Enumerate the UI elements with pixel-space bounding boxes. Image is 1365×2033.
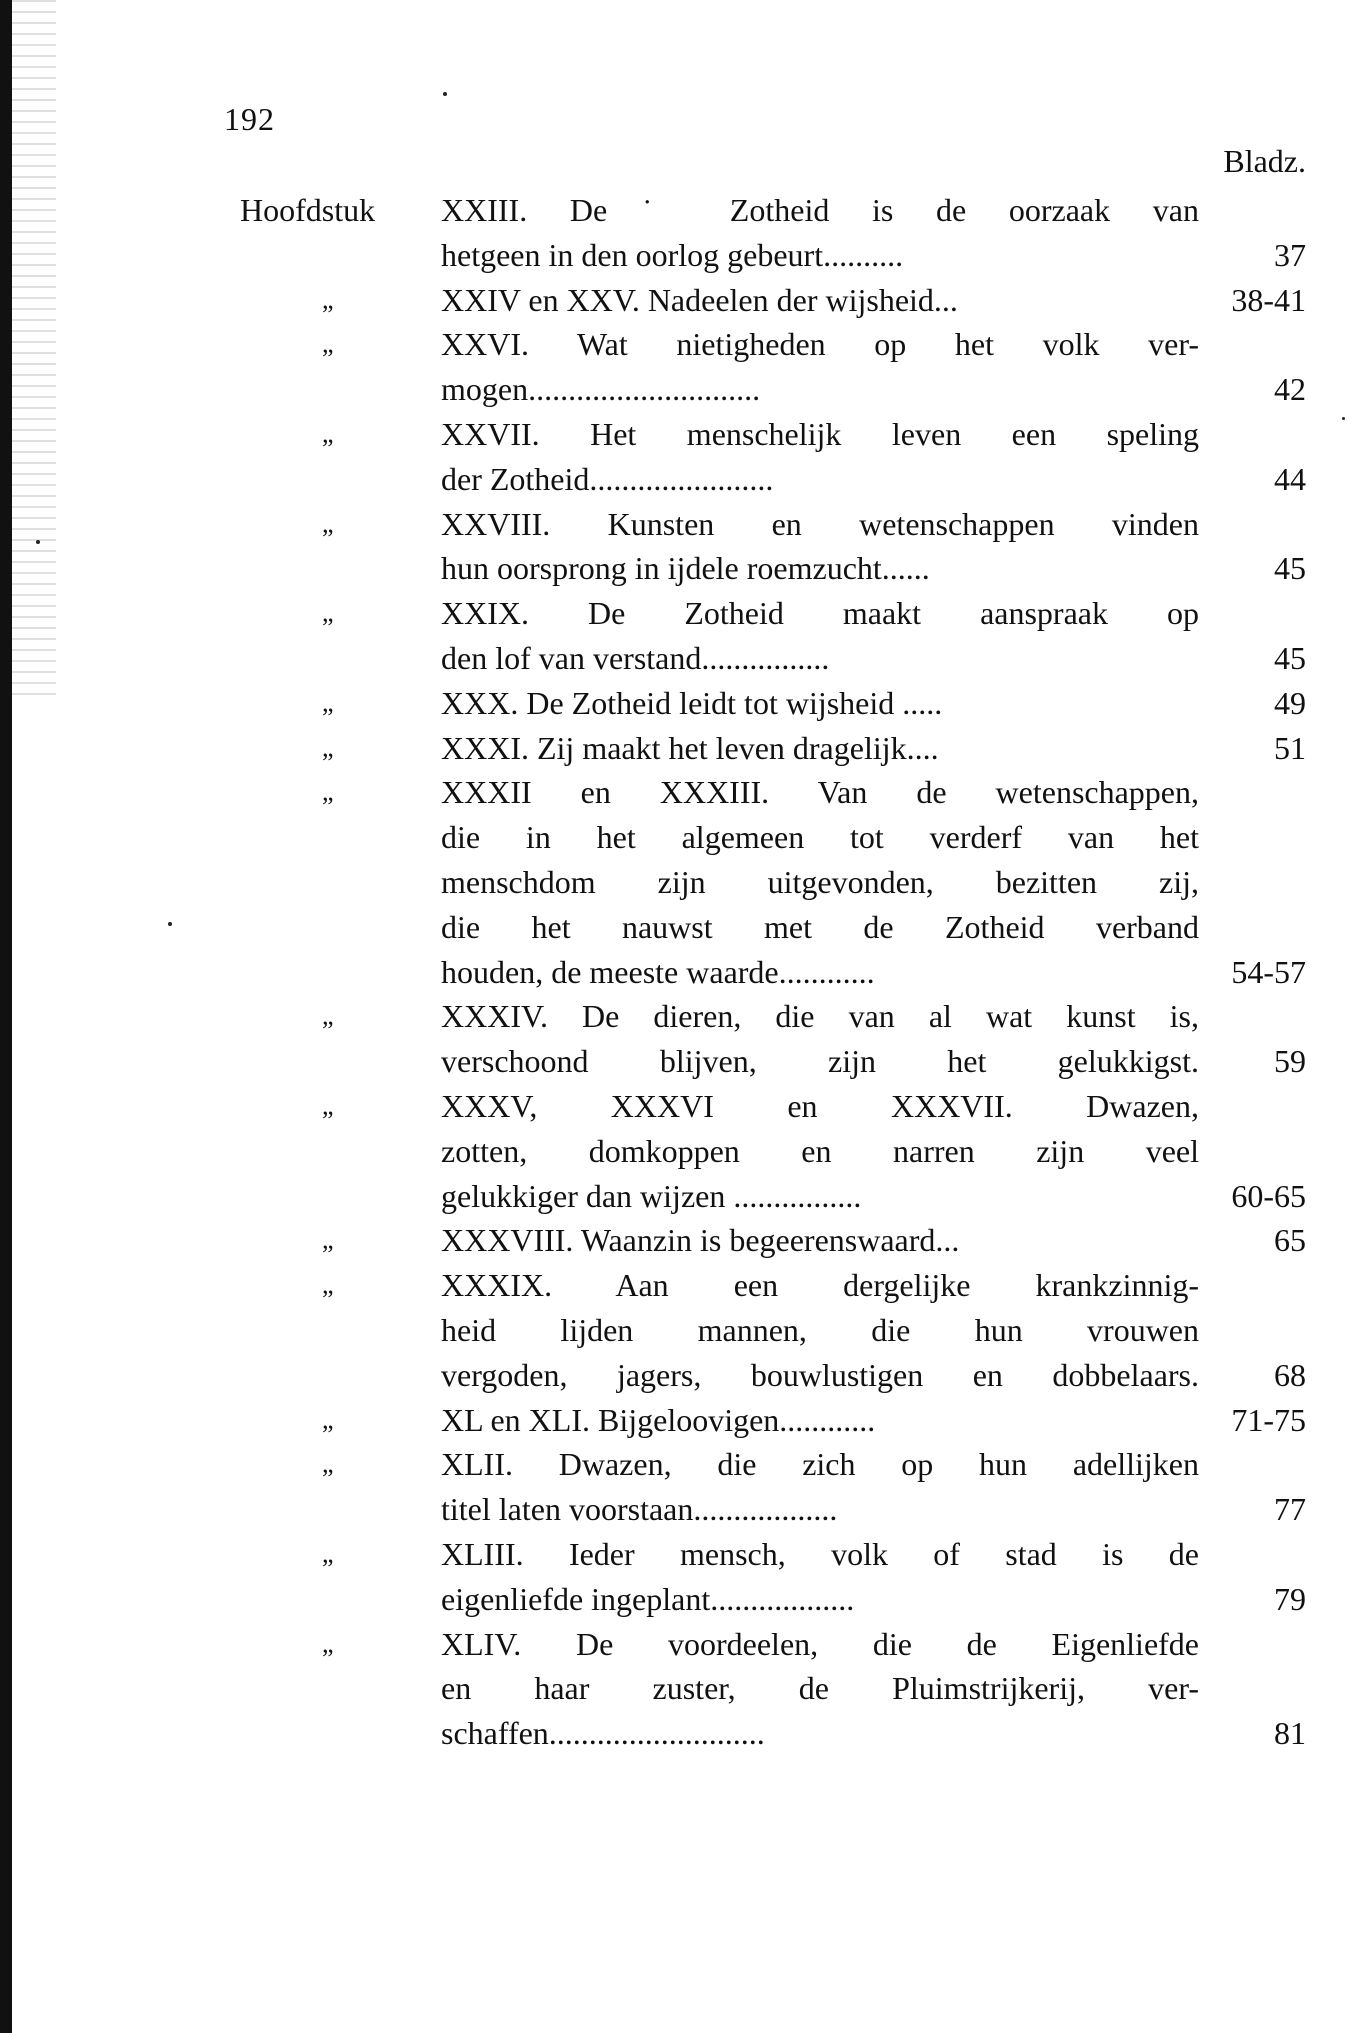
toc-page-reference: 81	[1274, 1715, 1306, 1752]
toc-entry-line	[0, 994, 1365, 1039]
toc-entry-text: heid lijden mannen, die hun vrouwen	[441, 1312, 1199, 1348]
toc-entry-text: XL en XLI. Bijgeloovigen............	[441, 1401, 876, 1438]
ditto-mark: „	[322, 1628, 334, 1658]
ditto-mark: „	[322, 329, 334, 359]
toc-entry-text: der Zotheid.......................	[441, 460, 774, 497]
toc-entry-text: hetgeen in den oorlog gebeurt..........	[441, 236, 904, 273]
ditto-mark: „	[322, 598, 334, 628]
toc-entry-line	[0, 278, 1365, 323]
toc-entry-line	[0, 502, 1365, 547]
toc-entry-line	[0, 1263, 1365, 1308]
toc-entry-text: houden, de meeste waarde............	[441, 953, 875, 990]
toc-page-reference: 38-41	[1231, 281, 1306, 318]
ditto-mark: „	[322, 1539, 334, 1568]
toc-entry-text: XXX. De Zotheid leidt tot wijsheid .....	[441, 684, 943, 721]
toc-page-reference: 54-57	[1231, 953, 1306, 990]
toc-entry-line	[0, 188, 1365, 233]
toc-entry-text: titel laten voorstaan..................	[441, 1491, 838, 1528]
toc-entry-line	[0, 815, 1365, 860]
toc-entry-text: eigenliefde ingeplant..................	[441, 1580, 855, 1617]
toc-entry-text: XXIX. De Zotheid maakt aanspraak op	[441, 595, 1199, 632]
toc-entry-line	[0, 1039, 1365, 1084]
toc-page-reference: 42	[1274, 371, 1306, 408]
ditto-mark: „	[322, 1225, 334, 1255]
chapter-label: Hoofdstuk	[240, 192, 376, 228]
toc-entry-line	[0, 591, 1365, 636]
toc-entry-line	[0, 770, 1365, 815]
toc-page-reference: 71-75	[1231, 1401, 1306, 1438]
ditto-mark: „	[322, 1270, 334, 1300]
toc-entry-line	[0, 1084, 1365, 1129]
toc-entry-text: XLIV. De voordeelen, die de Eigenliefde	[441, 1625, 1199, 1662]
toc-entry-text: XXXI. Zij maakt het leven dragelijk....	[441, 729, 939, 766]
toc-entry-text: XLIII. Ieder mensch, volk of stad is de	[441, 1536, 1199, 1572]
toc-entry-text: XXXVIII. Waanzin is begeerenswaard...	[441, 1222, 960, 1259]
toc-entry-text: hun oorsprong in ijdele roemzucht......	[441, 550, 930, 587]
toc-entry-line	[0, 322, 1365, 367]
toc-entry-line	[0, 1487, 1365, 1532]
toc-entry-text: en haar zuster, de Pluimstrijkerij, ver-	[441, 1670, 1199, 1707]
toc-entry-text: den lof van verstand................	[441, 640, 830, 676]
toc-page-reference: 45	[1274, 640, 1306, 676]
toc-entry-text: XXXIV. De dieren, die van al wat kunst is,	[441, 998, 1199, 1035]
toc-entry-text: XXXIX. Aan een dergelijke krankzinnig-	[441, 1267, 1199, 1304]
toc-page-reference: 68	[1274, 1356, 1306, 1393]
toc-entry-text: menschdom zijn uitgevonden, bezitten zij,	[441, 864, 1199, 900]
toc-page-reference: 44	[1274, 460, 1306, 497]
toc-entry-text: verschoond blijven, zijn het gelukkigst.	[441, 1043, 1199, 1080]
toc-page-reference: 77	[1274, 1491, 1306, 1528]
ditto-mark: „	[322, 508, 334, 538]
toc-entry-text: die in het algemeen tot verderf van het	[441, 819, 1199, 856]
toc-entry-line	[0, 636, 1365, 681]
toc-entry-line	[0, 1129, 1365, 1174]
toc-page-reference: 59	[1274, 1043, 1306, 1080]
toc-entry-line	[0, 1711, 1365, 1756]
toc-entry-text: schaffen...........................	[441, 1715, 765, 1752]
toc-entry-line	[0, 860, 1365, 905]
toc-entry-text: XXVIII. Kunsten en wetenschappen vinden	[441, 505, 1199, 542]
toc-entry-text: XXIV en XXV. Nadeelen der wijsheid...	[441, 281, 958, 318]
ditto-mark: „	[322, 1449, 334, 1479]
toc-entry-line	[0, 1308, 1365, 1353]
ditto-mark: „	[322, 1404, 334, 1434]
ditto-mark: „	[322, 687, 334, 717]
toc-page-reference: 37	[1274, 236, 1306, 273]
toc-entry-line	[0, 1577, 1365, 1622]
toc-entry-line	[0, 1622, 1365, 1667]
toc-entry-line	[0, 1532, 1365, 1577]
toc-entry-text: XLII. Dwazen, die zich op hun adellijken	[441, 1446, 1199, 1483]
toc-entry-line	[0, 1218, 1365, 1263]
toc-entry-line	[0, 367, 1365, 412]
toc-entry-text: XXIII. De˙ Zotheid is de oorzaak van	[441, 192, 1199, 228]
toc-entry-text: XXVII. Het menschelijk leven een speling	[441, 416, 1199, 452]
ditto-mark: „	[322, 1001, 334, 1031]
toc-entry-line	[0, 726, 1365, 771]
toc-entry-text: zotten, domkoppen en narren zijn veel	[441, 1132, 1199, 1169]
ditto-mark: „	[322, 419, 334, 448]
toc-page-reference: 45	[1274, 550, 1306, 587]
ditto-mark: „	[322, 284, 334, 314]
toc-entry-text: die het nauwst met de Zotheid verband	[441, 908, 1199, 945]
toc-page-reference: 49	[1274, 684, 1306, 721]
toc-entry-text: mogen.............................	[441, 371, 761, 408]
ditto-mark: „	[322, 1091, 334, 1120]
toc-entry-text: XXVI. Wat nietigheden op het volk ver-	[441, 326, 1199, 363]
toc-entry-line	[0, 233, 1365, 278]
page-number: 192	[224, 101, 275, 137]
toc-entry-text: vergoden, jagers, bouwlustigen en dobbelaars.	[441, 1356, 1199, 1393]
toc-entry-line	[0, 1174, 1365, 1219]
toc-entry-line	[0, 546, 1365, 591]
toc-entry-line	[0, 950, 1365, 995]
ditto-mark: „	[322, 732, 334, 762]
toc-entry-line	[0, 412, 1365, 457]
toc-entry-line	[0, 681, 1365, 726]
toc-entry-text: gelukkiger dan wijzen ................	[441, 1177, 862, 1214]
ditto-mark: „	[322, 777, 334, 807]
scan-speck	[443, 92, 447, 96]
toc-entry-line	[0, 1398, 1365, 1443]
toc-entry-line	[0, 1353, 1365, 1398]
toc-entry-line	[0, 1666, 1365, 1711]
toc-page-reference: 65	[1274, 1222, 1306, 1259]
toc-entry-line	[0, 905, 1365, 950]
toc-page-reference: 51	[1274, 729, 1306, 766]
toc-page-reference: 60-65	[1231, 1177, 1306, 1214]
toc-entry-line	[0, 1442, 1365, 1487]
toc-page-reference: 79	[1274, 1580, 1306, 1617]
toc-entry-line	[0, 457, 1365, 502]
toc-entry-text: XXXII en XXXIII. Van de wetenschappen,	[441, 774, 1199, 811]
toc-entry-text: XXXV, XXXVI en XXXVII. Dwazen,	[441, 1088, 1199, 1124]
page-column-header: Bladz.	[1223, 143, 1306, 179]
